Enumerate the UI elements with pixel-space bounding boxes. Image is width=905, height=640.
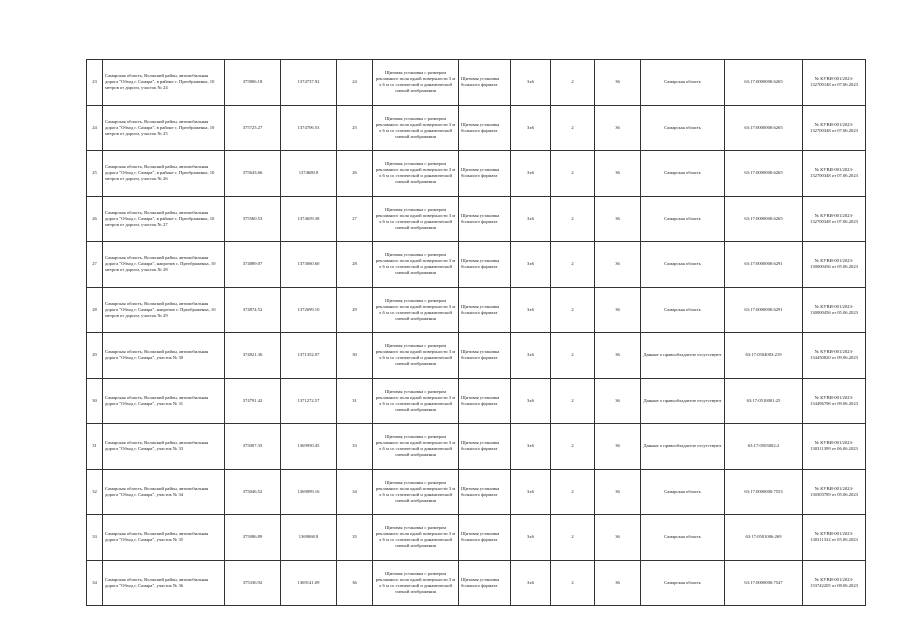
- egrn-extract-cell: № КУВИ-001/2023-130303789 от 05.06.2023: [803, 469, 866, 515]
- structure-type-cell: Щитовая установка большого формата: [459, 469, 511, 515]
- site-number-cell: 27: [337, 196, 373, 242]
- structure-type-cell: Щитовая установка большого формата: [459, 242, 511, 288]
- site-number-cell: 35: [337, 515, 373, 561]
- site-number-cell: 28: [337, 242, 373, 288]
- coordinate-y-cell: 1369141.09: [281, 560, 337, 606]
- field-size-cell: 3х6: [511, 560, 551, 606]
- site-number-cell: 31: [337, 378, 373, 424]
- structure-description-cell: Щитовая установка с размером рекламного поля одной поверхности 3 м х 6 м со статической и динамической сменой изображения: [373, 424, 459, 470]
- row-number-cell: 27: [87, 242, 103, 288]
- coordinate-y-cell: 1369099.16: [281, 469, 337, 515]
- field-area-cell: 36: [595, 196, 641, 242]
- table-row: [87, 469, 866, 515]
- location-address-cell: Самарская область, Волжский район, автомобильная дорога "Обход г. Самара", участок № 34: [103, 469, 225, 515]
- row-number-cell: 24: [87, 105, 103, 151]
- land-owner-cell: Данные о правообладателе отсутствуют: [641, 333, 725, 379]
- cadastral-number-cell: 63:17:0000000:6291: [725, 287, 803, 333]
- cadastral-number-cell: 63:17:0000000:6265: [725, 105, 803, 151]
- table-row: [87, 60, 866, 106]
- site-number-cell: 25: [337, 105, 373, 151]
- surface-count-cell: 2: [551, 151, 595, 197]
- table-row: [87, 333, 866, 379]
- egrn-extract-cell: № КУВИ-001/2023-130000456 от 05.06.2023: [803, 287, 866, 333]
- egrn-extract-cell: № КУВИ-001/2023-130311332 от 05.06.2023: [803, 515, 866, 561]
- structure-type-cell: Щитовая установка большого формата: [459, 151, 511, 197]
- land-owner-cell: Самарская область: [641, 515, 725, 561]
- field-area-cell: 36: [595, 60, 641, 106]
- field-area-cell: 36: [595, 242, 641, 288]
- field-area-cell: 36: [595, 424, 641, 470]
- field-size-cell: 3х6: [511, 515, 551, 561]
- structure-description-cell: Щитовая установка с размером рекламного поля одной поверхности 3 м х 6 м со статической и динамической сменой изображения: [373, 242, 459, 288]
- cadastral-number-cell: 63:17:0000000:6291: [725, 242, 803, 288]
- table-row: [87, 105, 866, 151]
- egrn-extract-cell: № КУВИ-001/2023-132700148 от 07.06.2023: [803, 60, 866, 106]
- table-row: [87, 196, 866, 242]
- surface-count-cell: 2: [551, 105, 595, 151]
- coordinate-y-cell: 1372699.10: [281, 287, 337, 333]
- coordinate-x-cell: 374889.07: [225, 242, 281, 288]
- table-row: [87, 242, 866, 288]
- location-address-cell: Самарская область, Волжский район, автомобильная дорога "Обход г. Самара", в районе с. Преображенка, 10 метров от дороги, участок № 24: [103, 60, 225, 106]
- site-number-cell: 30: [337, 333, 373, 379]
- surface-count-cell: 2: [551, 60, 595, 106]
- location-address-cell: Самарская область, Волжский район, автомобильная дорога "Обход г. Самара", участок № 33: [103, 424, 225, 470]
- row-number-cell: 31: [87, 424, 103, 470]
- structure-description-cell: Щитовая установка с размером рекламного поля одной поверхности 3 м х 6 м со статической и динамической сменой изображения: [373, 60, 459, 106]
- field-size-cell: 3х6: [511, 196, 551, 242]
- land-owner-cell: Данные о правообладателе отсутствуют: [641, 424, 725, 470]
- field-size-cell: 3х6: [511, 333, 551, 379]
- field-size-cell: 3х6: [511, 378, 551, 424]
- egrn-extract-cell: № КУВИ-001/2023-132700348 от 07.06.2023: [803, 105, 866, 151]
- field-size-cell: 3х6: [511, 469, 551, 515]
- coordinate-y-cell: 1374706.53: [281, 105, 337, 151]
- row-number-cell: 26: [87, 196, 103, 242]
- surface-count-cell: 2: [551, 424, 595, 470]
- land-owner-cell: Самарская область: [641, 196, 725, 242]
- site-number-cell: 36: [337, 560, 373, 606]
- field-area-cell: 36: [595, 333, 641, 379]
- coordinate-x-cell: 375643.66: [225, 151, 281, 197]
- row-number-cell: 25: [87, 151, 103, 197]
- land-owner-cell: Самарская область: [641, 242, 725, 288]
- egrn-extract-cell: № КУВИ-001/2023-134496796 от 09.06.2023: [803, 378, 866, 424]
- location-address-cell: Самарская область, Волжский район, автомобильная дорога "Обход г. Самара", участок № 30: [103, 333, 225, 379]
- structure-type-cell: Щитовая установка большого формата: [459, 60, 511, 106]
- structure-type-cell: Щитовая установка большого формата: [459, 105, 511, 151]
- coordinate-y-cell: 1369068.8: [281, 515, 337, 561]
- surface-count-cell: 2: [551, 333, 595, 379]
- site-number-cell: 34: [337, 469, 373, 515]
- land-owner-cell: Самарская область: [641, 287, 725, 333]
- location-address-cell: Самарская область, Волжский район, автомобильная дорога "Обход г. Самара", в районе с. Преображенка, 10 метров от дороги, участок № 26: [103, 151, 225, 197]
- surface-count-cell: 2: [551, 196, 595, 242]
- surface-count-cell: 2: [551, 287, 595, 333]
- structure-description-cell: Щитовая установка с размером рекламного поля одной поверхности 3 м х 6 м со статической и динамической сменой изображения: [373, 196, 459, 242]
- structure-type-cell: Щитовая установка большого формата: [459, 515, 511, 561]
- land-owner-cell: Самарская область: [641, 469, 725, 515]
- table-row: [87, 515, 866, 561]
- location-address-cell: Самарская область, Волжский район, автомобильная дорога "Обход г. Самара", напротив с. Преображенка, 10 метров от дороги, участок № 29: [103, 287, 225, 333]
- table-row: [87, 287, 866, 333]
- registry-body: [87, 60, 866, 606]
- field-size-cell: 3х6: [511, 151, 551, 197]
- row-number-cell: 33: [87, 515, 103, 561]
- structure-type-cell: Щитовая установка большого формата: [459, 424, 511, 470]
- field-area-cell: 36: [595, 469, 641, 515]
- coordinate-y-cell: 1369950.45: [281, 424, 337, 470]
- row-number-cell: 29: [87, 333, 103, 379]
- structure-type-cell: Щитовая установка большого формата: [459, 560, 511, 606]
- field-area-cell: 36: [595, 515, 641, 561]
- location-address-cell: Самарская область, Волжский район, автомобильная дорога "Обход г. Самара", напротив с. Преображенка, 10 метров от дороги, участок № 28: [103, 242, 225, 288]
- location-address-cell: Самарская область, Волжский район, автомобильная дорога "Обход г. Самара", участок № 35: [103, 515, 225, 561]
- registry-table: [86, 59, 866, 606]
- structure-description-cell: Щитовая установка с размером рекламного поля одной поверхности 3 м х 6 м со статической и динамической сменой изображения: [373, 560, 459, 606]
- land-owner-cell: Самарская область: [641, 151, 725, 197]
- cadastral-number-cell: 63:17:0510001:25: [725, 378, 803, 424]
- coordinate-x-cell: 374791.42: [225, 378, 281, 424]
- field-area-cell: 36: [595, 151, 641, 197]
- structure-type-cell: Щитовая установка большого формата: [459, 287, 511, 333]
- structure-description-cell: Щитовая установка с размером рекламного поля одной поверхности 3 м х 6 м со статической и динамической сменой изображения: [373, 333, 459, 379]
- coordinate-x-cell: 375806.18: [225, 60, 281, 106]
- location-address-cell: Самарская область, Волжский район, автомобильная дорога "Обход г. Самара", в районе с. Преображенка, 10 метров от дороги, участок № 27: [103, 196, 225, 242]
- coordinate-y-cell: 1374680.8: [281, 151, 337, 197]
- surface-count-cell: 2: [551, 242, 595, 288]
- field-size-cell: 3х6: [511, 60, 551, 106]
- coordinate-x-cell: 374874.52: [225, 287, 281, 333]
- egrn-extract-cell: № КУВИ-001/2023-132700348 от 07.06.2023: [803, 196, 866, 242]
- structure-description-cell: Щитовая установка с размером рекламного поля одной поверхности 3 м х 6 м со статической и динамической сменой изображения: [373, 378, 459, 424]
- structure-description-cell: Щитовая установка с размером рекламного поля одной поверхности 3 м х 6 м со статической и динамической сменой изображения: [373, 287, 459, 333]
- coordinate-x-cell: 375086.89: [225, 515, 281, 561]
- egrn-extract-cell: № КУВИ-001/2023-130000456 от 05.06.2023: [803, 242, 866, 288]
- surface-count-cell: 2: [551, 515, 595, 561]
- surface-count-cell: 2: [551, 560, 595, 606]
- coordinate-x-cell: 374821.36: [225, 333, 281, 379]
- field-area-cell: 36: [595, 287, 641, 333]
- coordinate-x-cell: 375336.92: [225, 560, 281, 606]
- cadastral-number-cell: 63:17:0000000:7547: [725, 560, 803, 606]
- structure-type-cell: Щитовая установка большого формата: [459, 196, 511, 242]
- structure-type-cell: Щитовая установка большого формата: [459, 378, 511, 424]
- cadastral-number-cell: 63:17:0000000:6265: [725, 151, 803, 197]
- row-number-cell: 23: [87, 60, 103, 106]
- land-owner-cell: Самарская область: [641, 60, 725, 106]
- table-row: [87, 560, 866, 606]
- field-size-cell: 3х6: [511, 424, 551, 470]
- cadastral-number-cell: 63:17:0000000:6265: [725, 60, 803, 106]
- row-number-cell: 30: [87, 378, 103, 424]
- coordinate-x-cell: 375725.27: [225, 105, 281, 151]
- field-size-cell: 3х6: [511, 287, 551, 333]
- coordinate-y-cell: 1371352.07: [281, 333, 337, 379]
- field-size-cell: 3х6: [511, 242, 551, 288]
- coordinate-y-cell: 1373060.60: [281, 242, 337, 288]
- cadastral-number-cell: 63:17:0000000:6265: [725, 196, 803, 242]
- coordinate-y-cell: 1374737.92: [281, 60, 337, 106]
- coordinate-y-cell: 1371272.57: [281, 378, 337, 424]
- land-owner-cell: Самарская область: [641, 560, 725, 606]
- row-number-cell: 32: [87, 469, 103, 515]
- coordinate-x-cell: 375560.53: [225, 196, 281, 242]
- cadastral-number-cell: 63:17:0000000:7553: [725, 469, 803, 515]
- field-area-cell: 36: [595, 560, 641, 606]
- site-number-cell: 24: [337, 60, 373, 106]
- egrn-extract-cell: № КУВИ-001/2023-132700348 от 07.06.2023: [803, 151, 866, 197]
- row-number-cell: 28: [87, 287, 103, 333]
- egrn-extract-cell: № КУВИ-001/2023-130311399 от 06.06.2023: [803, 424, 866, 470]
- egrn-extract-cell: № КУВИ-001/2023-133742205 от 08.06.2023: [803, 560, 866, 606]
- structure-type-cell: Щитовая установка большого формата: [459, 333, 511, 379]
- table-row: [87, 151, 866, 197]
- row-number-cell: 34: [87, 560, 103, 606]
- structure-description-cell: Щитовая установка с размером рекламного поля одной поверхности 3 м х 6 м со статической и динамической сменой изображения: [373, 469, 459, 515]
- structure-description-cell: Щитовая установка с размером рекламного поля одной поверхности 3 м х 6 м со статической и динамической сменой изображения: [373, 151, 459, 197]
- cadastral-number-cell: 63:17:0503002:2: [725, 424, 803, 470]
- site-number-cell: 26: [337, 151, 373, 197]
- cadastral-number-cell: 63:17:0501006:269: [725, 515, 803, 561]
- location-address-cell: Самарская область, Волжский район, автомобильная дорога "Обход г. Самара", участок № 31: [103, 378, 225, 424]
- field-area-cell: 36: [595, 105, 641, 151]
- table-row: [87, 424, 866, 470]
- table-row: [87, 378, 866, 424]
- location-address-cell: Самарская область, Волжский район, автомобильная дорога "Обход г. Самара", участок № 36: [103, 560, 225, 606]
- surface-count-cell: 2: [551, 469, 595, 515]
- egrn-extract-cell: № КУВИ-001/2023-134450820 от 09.06.2023: [803, 333, 866, 379]
- location-address-cell: Самарская область, Волжский район, автомобильная дорога "Обход г. Самара", в районе с. Преображенка, 10 метров от дороги, участок № 25: [103, 105, 225, 151]
- coordinate-y-cell: 1374659.38: [281, 196, 337, 242]
- field-size-cell: 3х6: [511, 105, 551, 151]
- field-area-cell: 36: [595, 378, 641, 424]
- land-owner-cell: Данные о правообладателе отсутствуют: [641, 378, 725, 424]
- coordinate-x-cell: 375007.35: [225, 424, 281, 470]
- coordinate-x-cell: 375046.52: [225, 469, 281, 515]
- surface-count-cell: 2: [551, 378, 595, 424]
- structure-description-cell: Щитовая установка с размером рекламного поля одной поверхности 3 м х 6 м со статической и динамической сменой изображения: [373, 105, 459, 151]
- cadastral-number-cell: 63:17:0504003:219: [725, 333, 803, 379]
- site-number-cell: 29: [337, 287, 373, 333]
- site-number-cell: 33: [337, 424, 373, 470]
- structure-description-cell: Щитовая установка с размером рекламного поля одной поверхности 3 м х 6 м со статической и динамической сменой изображения: [373, 515, 459, 561]
- land-owner-cell: Самарская область: [641, 105, 725, 151]
